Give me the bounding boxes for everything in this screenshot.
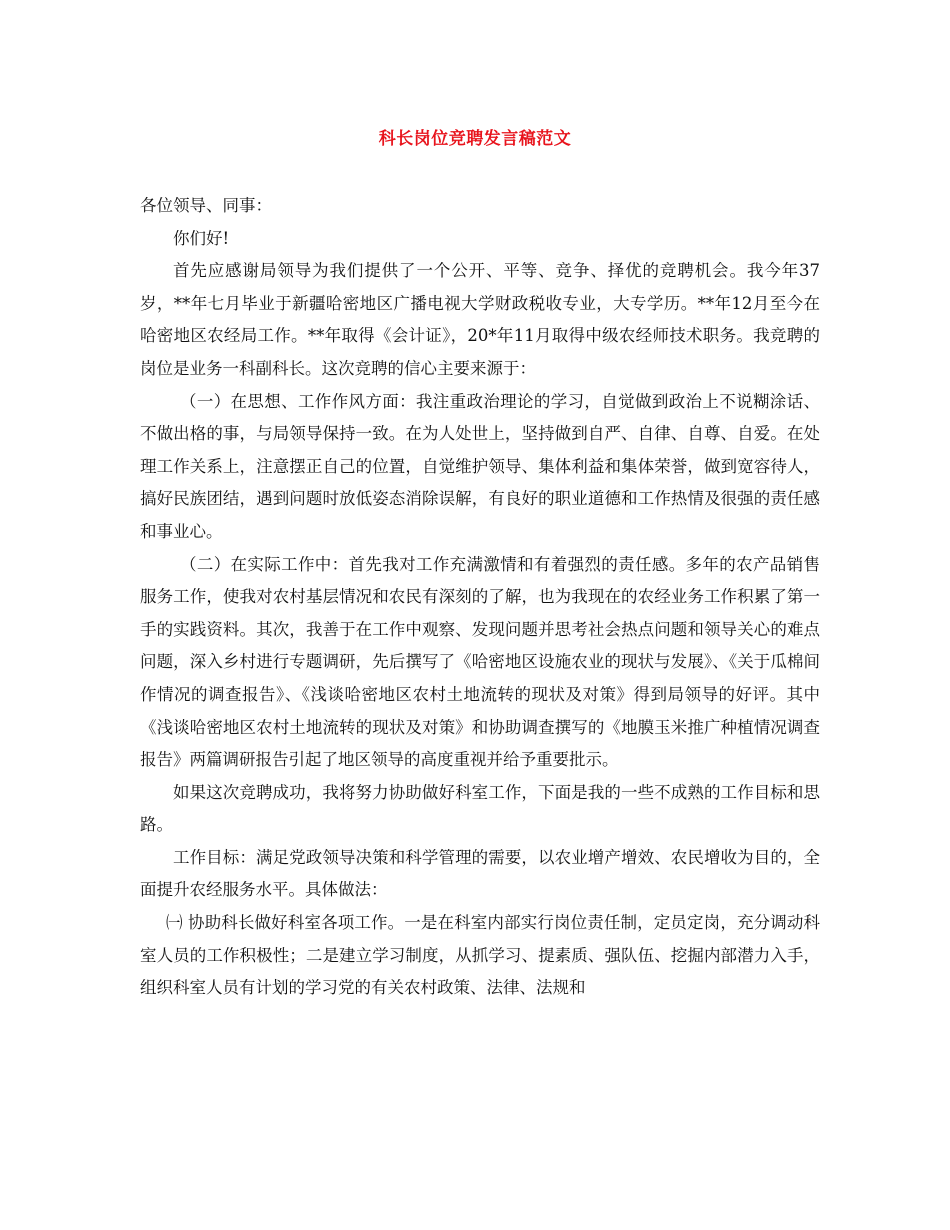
paragraph-item-1: ㈠ 协助科长做好科室各项工作。一是在科室内部实行岗位责任制，定员定岗，充分调动科室人员的工作积极性；二是建立学习制度，从抓学习、提素质、强队伍、挖掘内部潜力入手，组织科室人员有计划的学习党的有关农村政策、法律、法规和 — [140, 913, 820, 998]
paragraph-section-1: （一）在思想、工作作风方面：我注重政治理论的学习，自觉做到政治上不说糊涂话、不做出格的事，与局领导保持一致。在为人处世上，坚持做到自严、自律、自尊、自爱。在处理工作关系上，注意摆正自己的位置，自觉维护领导、集体利益和集体荣誉，做到宽容待人，搞好民族团结，遇到问题时放低姿态消除误解，有良好的职业道德和工作热情及很强的责任感和事业心。 — [140, 391, 820, 541]
salutation: 各位领导、同事： — [140, 196, 272, 215]
document-title: 科长岗位竞聘发言稿范文 — [378, 129, 572, 149]
document-body — [140, 190, 820, 1005]
paragraph-intro: 首先应感谢局领导为我们提供了一个公开、平等、竞争、择优的竞聘机会。我今年37岁，**年七月毕业于新疆哈密地区广播电视大学财政税收专业，大专学历。**年12月至今在哈密地区农经局工作。**年取得《会计证》，20*年11月取得中级农经师技术职务。我竞聘的岗位是业务一科副科长。这次竞聘的信心主要来源于： — [140, 261, 820, 378]
greeting-line: 你们好! — [173, 228, 230, 248]
paragraph-section-2: （二）在实际工作中：首先我对工作充满激情和有着强烈的责任感。多年的农产品销售服务工作，使我对农村基层情况和农民有深刻的了解，也为我现在的农经业务工作积累了第一手的实践资料。其次，我善于在工作中观察、发现问题并思考社会热点问题和领导关心的难点问题，深入乡村进行专题调研，先后撰写了《哈密地区设施农业的现状与发展》、《关于瓜棉间作情况的调查报告》、《浅谈哈密地区农村土地流转的现状及对策》得到局领导的好评。其中《浅谈哈密地区农村土地流转的现状及对策》和协助调查撰写的《地膜玉米推广种植情况调查报告》两篇调研报告引起了地区领导的高度重视并给予重要批示。 — [140, 554, 820, 770]
paragraph-plan: 如果这次竞聘成功，我将努力协助做好科室工作，下面是我的一些不成熟的工作目标和思路。 — [140, 782, 820, 835]
paragraph-goals: 工作目标：满足党政领导决策和科学管理的需要，以农业增产增效、农民增收为目的，全面提升农经服务水平。具体做法： — [140, 847, 820, 900]
